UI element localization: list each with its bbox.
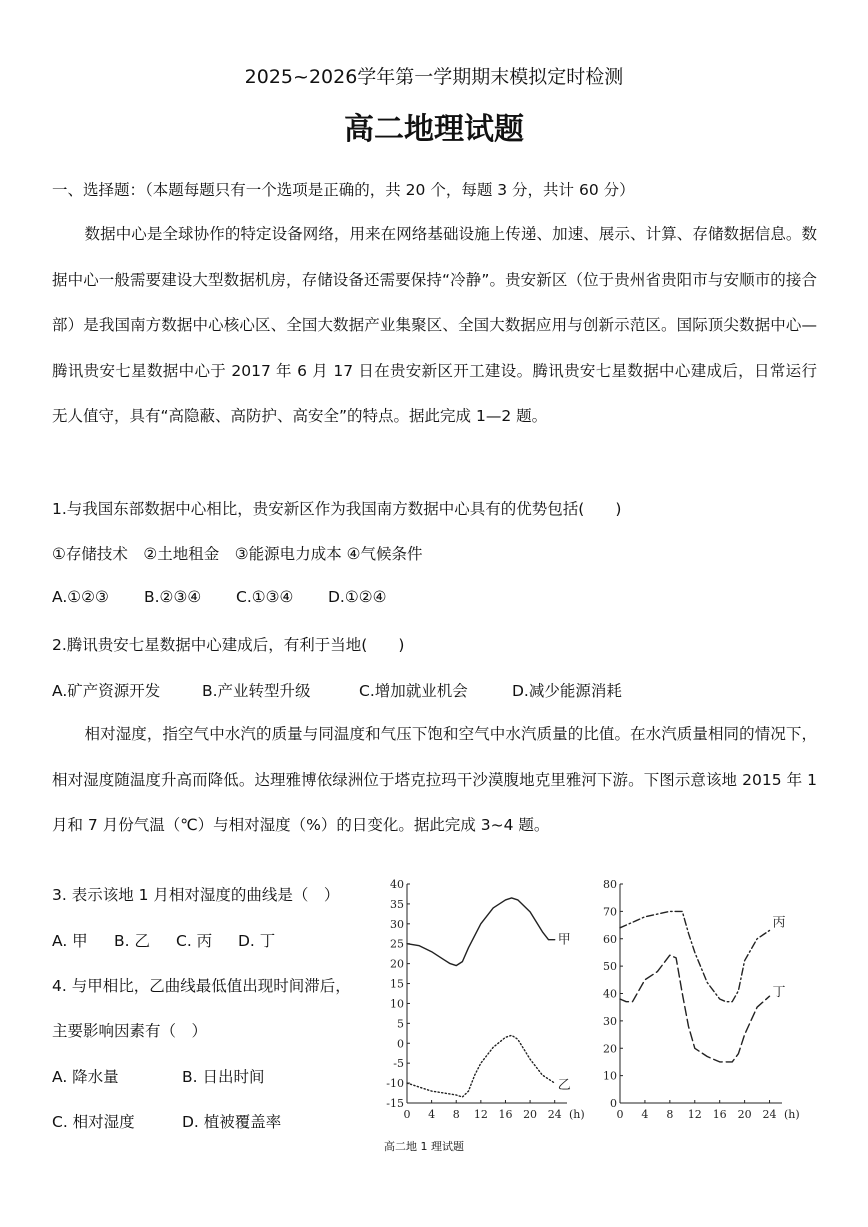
x-tick-label: 24 [762, 1108, 777, 1121]
x-tick-label: 0 [616, 1108, 624, 1121]
x-tick-label: 20 [737, 1108, 752, 1121]
y-tick-label: 40 [603, 987, 617, 1001]
q1-option-a[interactable]: A.①②③ [52, 588, 109, 606]
x-tick-label: 16 [712, 1108, 727, 1121]
y-tick-label: 20 [390, 957, 404, 971]
series-label-0: 甲 [557, 932, 571, 948]
humidity-chart [595, 872, 810, 1134]
y-tick-label: 70 [603, 905, 617, 919]
question-3-stem: 3. 表示该地 1 月相对湿度的曲线是（ ） [52, 886, 340, 904]
y-tick-label: -15 [386, 1097, 404, 1110]
passage-2: 相对湿度，指空气中水汽的质量与同温度和气压下饱和空气中水汽质量的比值。在水汽质量相同的情况下，相对湿度随温度升高而降低。达理雅博依绿洲位于塔克拉玛干沙漠腹地克里雅河下游。下图示意该地 2015 年 1 月和 7 月份气温（℃）与相对湿度（%）的日变化。据此完成 3~4 题。 [52, 725, 817, 835]
q3-option-b[interactable]: B. 乙 [114, 932, 150, 950]
question-2-options [52, 679, 622, 701]
y-tick-label: 10 [603, 1069, 617, 1083]
passage-1: 数据中心是全球协作的特定设备网络，用来在网络基础设施上传递、加速、展示、计算、存储数据信息。数据中心一般需要建设大型数据机房，存储设备还需要保持“冷静”。贵安新区（位于贵州省贵阳市与安顺市的接合部）是我国南方数据中心核心区、全国大数据产业集聚区、全国大数据应用与创新示范区。国际顶尖数据中心—腾讯贵安七星数据中心于 2017 年 6 月 17 日在贵安新区开工建设。腾讯贵安七星数据中心建成后，日常运行无人值守，具有“高隐蔽、高防护、高安全”的特点。据此完成 1—2 题。 [52, 225, 817, 426]
section-heading: 一、选择题：（本题每题只有一个选项是正确的，共 20 个，每题 3 分，共计 60 分） [52, 181, 635, 199]
x-unit-label: (h) [784, 1108, 800, 1121]
series-label-1: 乙 [557, 1078, 571, 1094]
x-tick-label: 16 [498, 1108, 513, 1121]
q3-option-d[interactable]: D. 丁 [238, 932, 276, 950]
y-tick-label: 50 [603, 960, 617, 974]
y-tick-label: 5 [397, 1017, 404, 1031]
x-tick-label: 0 [403, 1108, 411, 1121]
question-4-options-row2 [52, 1110, 281, 1132]
question-3-options [52, 929, 275, 951]
series-line-1 [620, 955, 770, 1062]
x-tick-label: 8 [666, 1108, 674, 1121]
page-footer: 高二地 1 理试题 [384, 1140, 464, 1153]
q4-option-d[interactable]: D. 植被覆盖率 [182, 1113, 282, 1131]
y-tick-label: 30 [390, 917, 404, 931]
q4-option-c[interactable]: C. 相对湿度 [52, 1113, 135, 1131]
y-tick-label: 0 [397, 1037, 404, 1051]
exam-subtitle: 2025~2026学年第一学期期末模拟定时检测 [244, 66, 624, 88]
y-tick-label: 20 [603, 1042, 617, 1056]
y-tick-label: 35 [390, 897, 404, 911]
y-tick-label: 25 [390, 937, 404, 951]
q2-option-d[interactable]: D.减少能源消耗 [512, 682, 622, 700]
question-4-stem-line2: 主要影响因素有（ ） [52, 1022, 208, 1040]
q2-option-c[interactable]: C.增加就业机会 [359, 682, 468, 700]
x-unit-label: (h) [569, 1108, 585, 1121]
y-tick-label: 80 [603, 878, 617, 891]
series-label-0: 丙 [772, 915, 786, 931]
y-tick-label: 40 [390, 878, 404, 891]
series-line-1 [407, 1035, 555, 1097]
question-1-items: ①存储技术 ②土地租金 ③能源电力成本 ④气候条件 [52, 545, 423, 563]
q1-option-b[interactable]: B.②③④ [144, 588, 202, 606]
x-tick-label: 8 [452, 1108, 460, 1121]
exam-title: 高二地理试题 [344, 112, 524, 147]
q2-option-a[interactable]: A.矿产资源开发 [52, 682, 161, 700]
question-4-options-row1 [52, 1065, 265, 1087]
x-tick-label: 24 [547, 1108, 562, 1121]
x-tick-label: 4 [428, 1108, 436, 1121]
q4-option-a[interactable]: A. 降水量 [52, 1068, 119, 1086]
y-tick-label: -5 [393, 1057, 404, 1071]
temperature-chart [380, 872, 590, 1134]
y-tick-label: 15 [390, 977, 404, 991]
x-tick-label: 12 [687, 1108, 702, 1121]
q1-option-c[interactable]: C.①③④ [236, 588, 294, 606]
q3-option-c[interactable]: C. 丙 [176, 932, 213, 950]
question-4-stem-line1: 4. 与甲相比，乙曲线最低值出现时间滞后， [52, 977, 351, 995]
y-tick-label: 60 [603, 932, 617, 946]
y-tick-label: -10 [386, 1077, 404, 1091]
question-1-options [52, 588, 387, 606]
q2-option-b[interactable]: B.产业转型升级 [202, 682, 311, 700]
q1-option-d[interactable]: D.①②④ [328, 588, 387, 606]
x-tick-label: 4 [641, 1108, 649, 1121]
x-tick-label: 20 [523, 1108, 538, 1121]
q4-option-b[interactable]: B. 日出时间 [182, 1068, 265, 1086]
series-label-1: 丁 [772, 985, 786, 1001]
y-tick-label: 10 [390, 997, 404, 1011]
x-tick-label: 12 [473, 1108, 488, 1121]
question-1-stem: 1.与我国东部数据中心相比，贵安新区作为我国南方数据中心具有的优势包括( ) [52, 500, 622, 518]
y-tick-label: 0 [610, 1097, 617, 1110]
y-tick-label: 30 [603, 1014, 617, 1028]
question-2-stem: 2.腾讯贵安七星数据中心建成后，有利于当地( ) [52, 636, 405, 654]
q3-option-a[interactable]: A. 甲 [52, 932, 88, 950]
series-line-0 [620, 911, 770, 1001]
series-line-0 [407, 898, 555, 966]
